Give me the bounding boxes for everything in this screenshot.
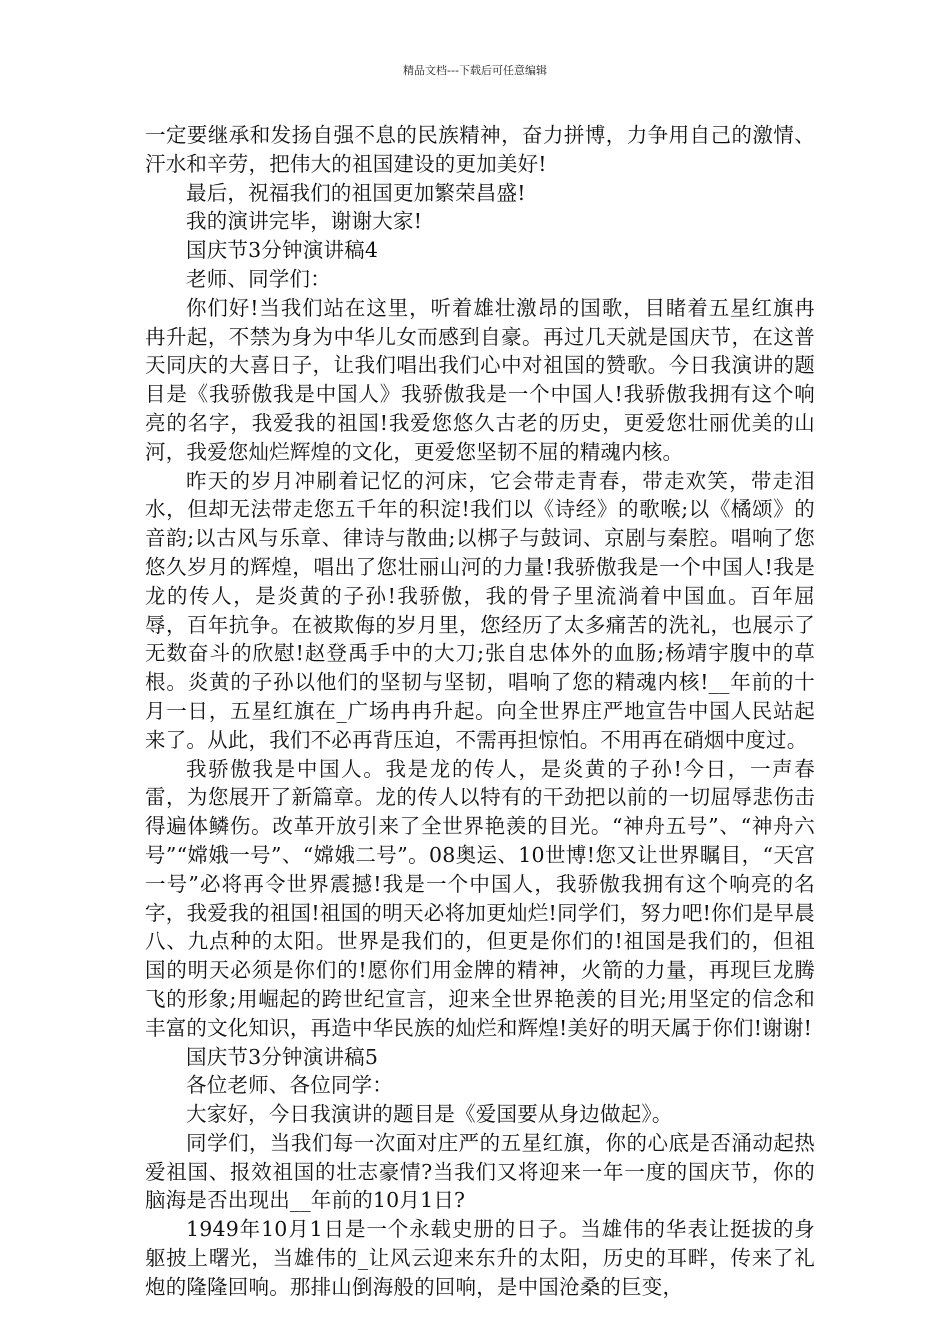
- section-title: 国庆节3分钟演讲稿5: [186, 1044, 379, 1069]
- paragraph: 昨天的岁月冲刷着记忆的河床，它会带走青春，带走欢笑，带走泪水，但却无法带走您五千年的积淀!我们以《诗经》的歌喉;以《橘颂》的音韵;以古风与乐章、律诗与散曲;以梆子与鼓词、京剧与秦腔。唱响了您悠久岁月的辉煌，唱出了您壮丽山河的力量!我骄傲我是一个中国人!我是龙的传人，是炎黄的子孙!我骄傲，我的骨子里流淌着中国血。百年屈辱，百年抗争。在被欺侮的岁月里，您经历了太多痛苦的洗礼，也展示了无数奋斗的欣慰!赵登禹手中的大刀;张自忠体外的血肠;杨靖宇腹中的草根。炎黄的子孙以他们的坚韧与坚韧，唱响了您的精魂内核!__年前的十月一日，五星红旗在_广场冉冉升起。向全世界庄严地宣告中国人民站起来了。从此，我们不必再背压迫，不需再担惊怕。不用再在硝烟中度过。: [145, 468, 815, 752]
- section-title: 国庆节3分钟演讲稿4: [186, 238, 379, 263]
- paragraph: 最后，祝福我们的祖国更加繁荣昌盛!: [186, 180, 526, 205]
- paragraph: 1949年10月1日是一个永载史册的日子。当雄伟的华表让挺拔的身躯披上曙光，当雄伟的_让风云迎来东升的太阳，历史的耳畔，传来了礼炮的隆隆回响。那排山倒海般的回响，是中国沧桑的巨变，: [145, 1217, 815, 1299]
- salutation: 各位老师、各位同学：: [186, 1073, 393, 1098]
- page-header: 精品文档---下载后可任意编辑: [403, 64, 547, 77]
- salutation: 老师、同学们：: [186, 266, 331, 291]
- paragraph: 你们好!当我们站在这里，听着雄壮激昂的国歌，目睹着五星红旗冉冉升起，不禁为身为中华儿女而感到自豪。再过几天就是国庆节，在这普天同庆的大喜日子，让我们唱出我们心中对祖国的赞歌。今日我演讲的题目是《我骄傲我是中国人》我骄傲我是一个中国人!我骄傲我拥有这个响亮的名字，我爱我的祖国!我爱您悠久古老的历史，更爱您壮丽优美的山河，我爱您灿烂辉煌的文化，更爱您坚韧不屈的精魂内核。: [145, 295, 815, 464]
- paragraph: 我骄傲我是中国人。我是龙的传人，是炎黄的子孙!今日，一声春雷，为您展开了新篇章。龙的传人以特有的干劲把以前的一切屈辱悲伤击得遍体鳞伤。改革开放引来了全世界艳羡的目光。“神舟五号”、“神舟六号”“嫦娥一号”、“嫦娥二号”。08奥运、10世博!您又让世界瞩目，“天宫一号”必将再令世界震撼!我是一个中国人，我骄傲我拥有这个响亮的名字，我爱我的祖国!祖国的明天必将加更灿烂!同学们，努力吧!你们是早晨八、九点种的太阳。世界是我们的，但更是你们的!祖国是我们的，但祖国的明天必须是你们的!愿你们用金牌的精神，火箭的力量，再现巨龙腾飞的形象;用崛起的跨世纪宣言，迎来全世界艳羡的目光;用坚定的信念和丰富的文化知识，再造中华民族的灿烂和辉煌!美好的明天属于你们!谢谢!: [145, 756, 815, 1040]
- paragraph: 我的演讲完毕，谢谢大家!: [186, 209, 423, 234]
- paragraph: 一定要继承和发扬自强不息的民族精神，奋力拼博，力争用自己的激情、汗水和辛劳，把伟大的祖国建设的更加美好!: [145, 123, 815, 176]
- paragraph: 大家好，今日我演讲的题目是《爱国要从身边做起》。: [186, 1102, 673, 1127]
- document-body: [145, 121, 815, 1302]
- paragraph: 同学们，当我们每一次面对庄严的五星红旗，你的心底是否涌动起热爱祖国、报效祖国的壮志豪情?当我们又将迎来一年一度的国庆节，你的脑海是否出现出__年前的10月1日?: [145, 1130, 815, 1213]
